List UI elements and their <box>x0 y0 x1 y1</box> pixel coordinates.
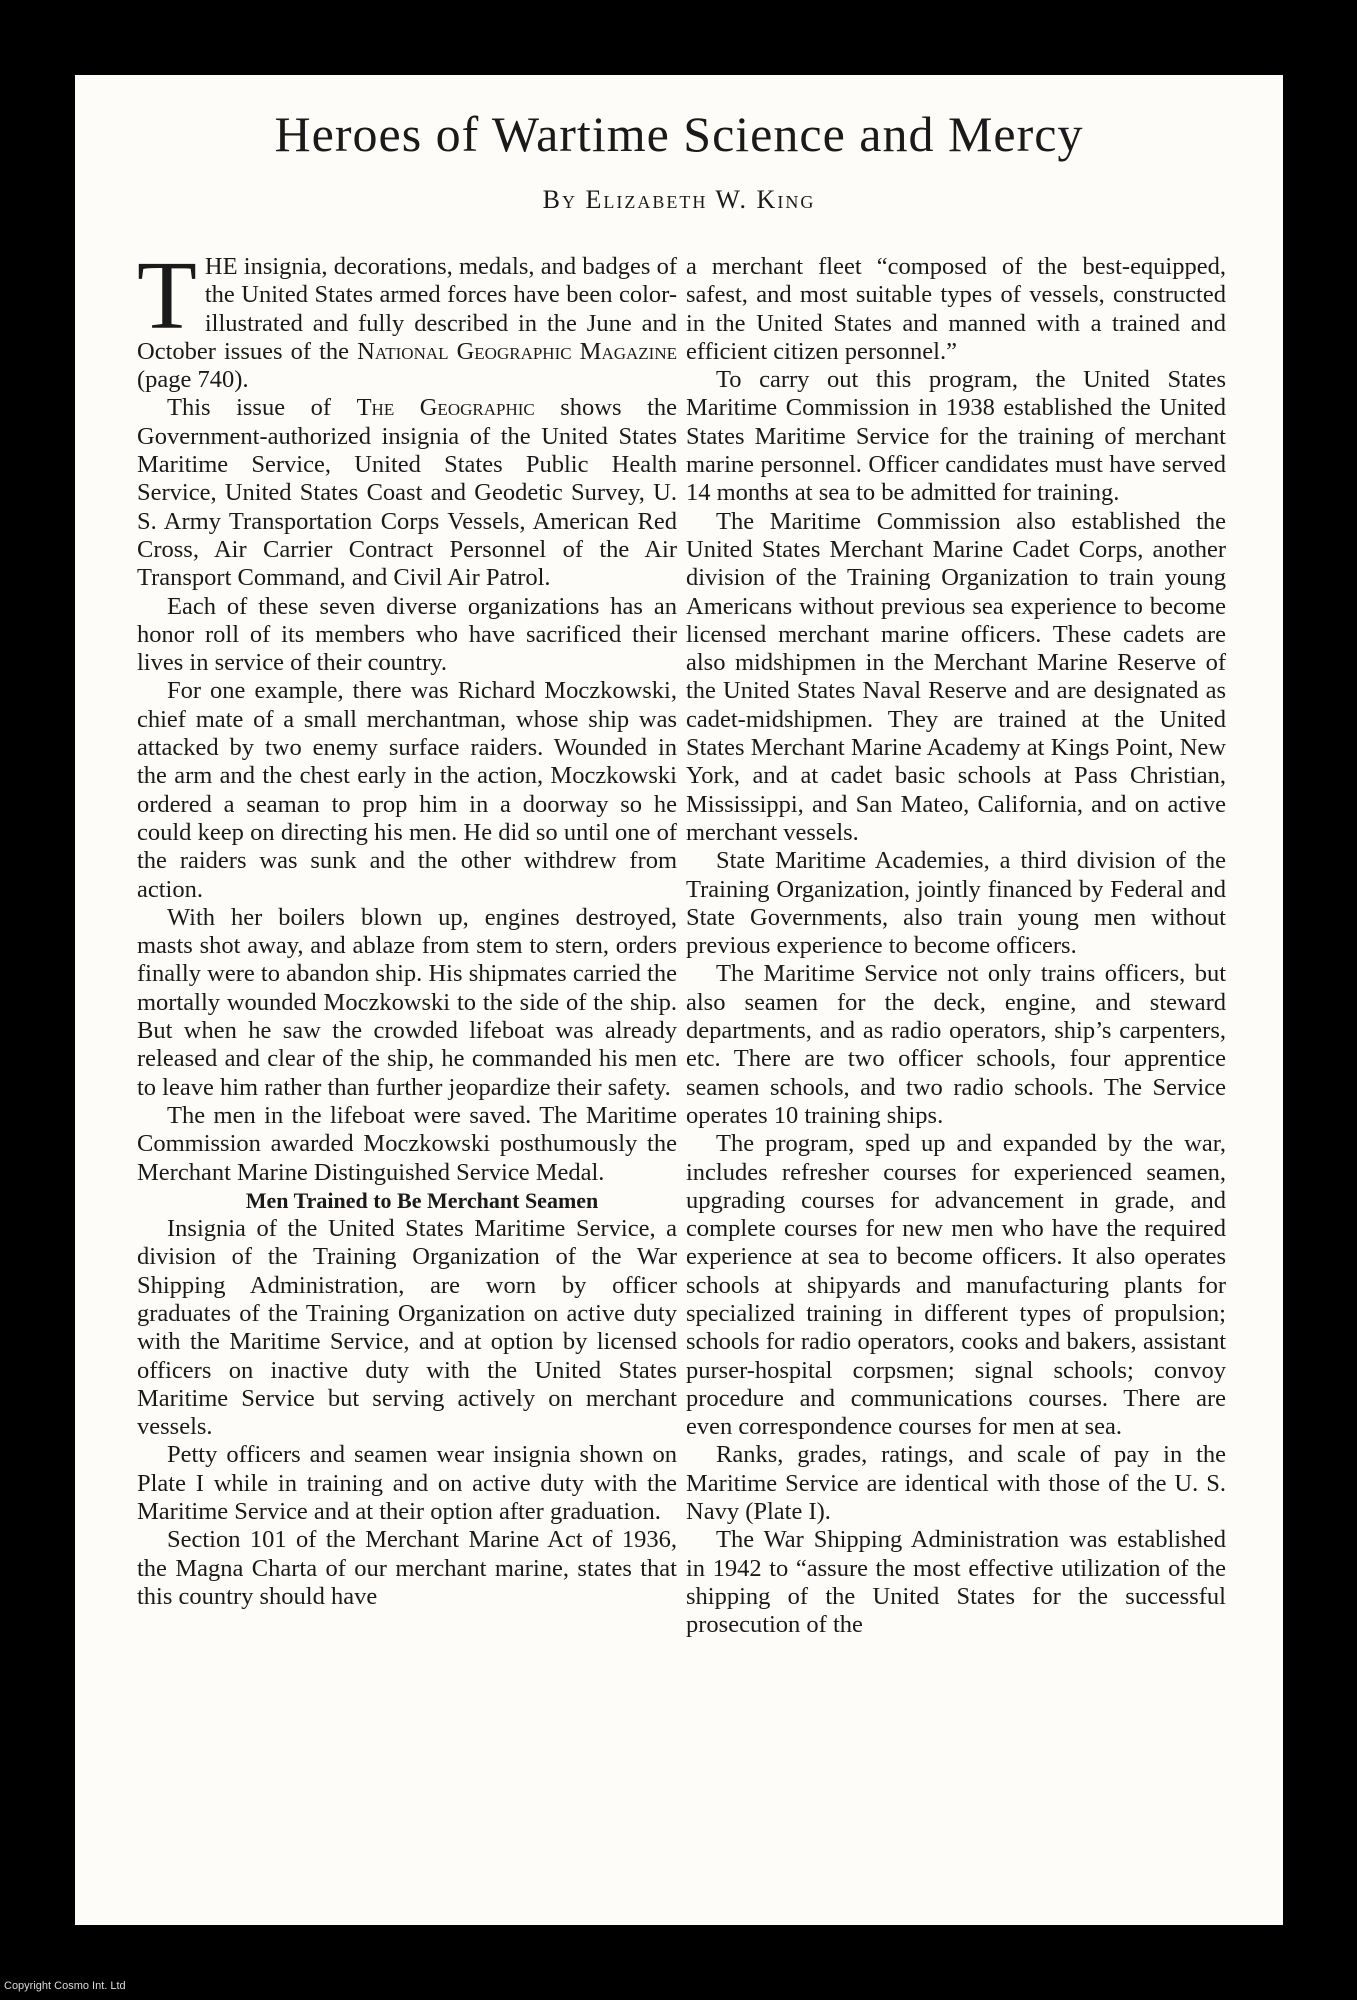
paragraph: For one example, there was Richard Moczkowski, chief mate of a small merchantman, whose ship was attacked by two enemy surface raiders. Wounded in the arm and the chest early in the action, Moczkowski ordered a seaman to prop him in a doorway so he could keep on directing his men. He did so until one of the raiders was sunk and the other withdrew from action. <box>137 677 677 903</box>
byline: By Elizabeth W. King <box>542 185 816 214</box>
article-title: Heroes of Wartime Science and Mercy <box>274 106 1084 162</box>
paragraph: THE insignia, decorations, medals, and badges of the United States armed forces have been color-illustrated and fully described in the June and October issues of the National Geographic Magazine (page 740). <box>137 242 677 394</box>
paragraph: With her boilers blown up, engines destroyed, masts shot away, and ablaze from stem to stern, orders finally were to abandon ship. His shipmates carried the mortally wounded Moczkowski to the side of the ship. But when he saw the crowded lifeboat was already released and clear of the ship, he commanded his men to leave him rather than further jeopardize their safety. <box>137 903 677 1101</box>
paragraph: The Maritime Service not only trains officers, but also seamen for the deck, engine, and steward departments, and as radio operators, ship’s carpenters, etc. There are two officer schools, four apprentice seamen schools, and two radio schools. The Service operates 10 training ships. <box>686 960 1226 1129</box>
section-heading: Men Trained to Be Merchant Seamen <box>245 1187 599 1213</box>
paragraph: Petty officers and seamen wear insignia shown on Plate I while in training and on active duty with the Maritime Service and at their option after graduation. <box>137 1441 677 1526</box>
magazine-name: National Geographic Magazine <box>357 337 677 365</box>
paragraph: The Maritime Commission also established the United States Merchant Marine Cadet Corps, another division of the Training Organization to train young Americans without previous sea experience to become licensed merchant marine officers. These cadets are also midshipmen in the Merchant Marine Reserve of the United States Naval Reserve and are designated as cadet-midshipmen. They are trained at the United States Merchant Marine Academy at Kings Point, New York, and at cadet basic schools at Pass Christian, Mississippi, and San Mateo, California, and on active merchant vessels. <box>686 507 1226 846</box>
paragraph: The War Shipping Administration was established in 1942 to “assure the most effective utilization of the shipping of the United States for the successful prosecution of the <box>686 1526 1226 1639</box>
paragraph: To carry out this program, the United States Maritime Commission in 1938 established the United States Maritime Service for the training of merchant marine personnel. Officer candidates must have served 14 months at sea to be admitted for training. <box>686 366 1226 507</box>
paragraph: Ranks, grades, ratings, and scale of pay in the Maritime Service are identical with those of the U. S. Navy (Plate I). <box>686 1441 1226 1526</box>
right-column <box>686 253 1226 1640</box>
paragraph: a merchant fleet “composed of the best-equipped, safest, and most suitable types of vessels, constructed in the United States and manned with a trained and efficient citizen personnel.” <box>686 253 1226 365</box>
left-column <box>137 242 678 1611</box>
paragraph: State Maritime Academies, a third division of the Training Organization, jointly financed by Federal and State Governments, also train young men without previous experience to become officers. <box>686 847 1226 960</box>
publication-name: The Geographic <box>356 394 535 422</box>
magazine-page <box>75 75 1283 1925</box>
paragraph: Insignia of the United States Maritime Service, a division of the Training Organization of the War Shipping Administration, are worn by officer graduates of the Training Organization on active duty with the Maritime Service, and at option by licensed officers on inactive duty with the United States Maritime Service but serving actively on merchant vessels. <box>137 1215 677 1441</box>
paragraph: Each of these seven diverse organizations has an honor roll of its members who have sacrificed their lives in service of their country. <box>137 592 677 677</box>
paragraph: Section 101 of the Merchant Marine Act of 1936, the Magna Charta of our merchant marine, states that this country should have <box>137 1526 677 1610</box>
paragraph: The program, sped up and expanded by the war, includes refresher courses for experienced seamen, upgrading courses for advancement in grade, and complete courses for new men who have the required experience at sea to become officers. It also operates schools at shipyards and manufacturing plants for specialized training in different types of propulsion; schools for radio operators, cooks and bakers, assistant purser-hospital corpsmen; signal schools; convoy procedure and communications courses. There are even correspondence courses for men at sea. <box>686 1130 1226 1441</box>
drop-cap: T <box>137 242 197 350</box>
paragraph: The men in the lifeboat were saved. The Maritime Commission awarded Moczkowski posthumously the Merchant Marine Distinguished Service Medal. <box>137 1101 677 1186</box>
paragraph: This issue of The Geographic shows the Government-authorized insignia of the United States Maritime Service, United States Public Health Service, United States Coast and Geodetic Survey, U. S. Army Transportation Corps Vessels, American Red Cross, Air Carrier Contract Personnel of the Air Transport Command, and Civil Air Patrol. <box>137 394 678 592</box>
copyright-notice: Copyright Cosmo Int. Ltd <box>4 1980 126 1992</box>
